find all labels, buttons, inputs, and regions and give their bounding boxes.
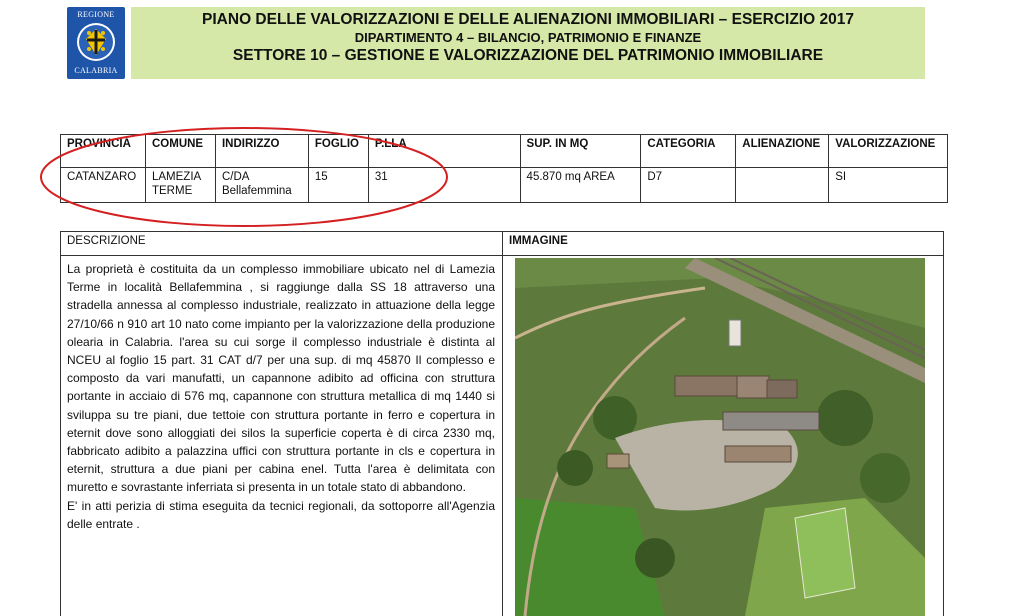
header-department: DIPARTIMENTO 4 – BILANCIO, PATRIMONIO E FINANZE: [354, 30, 702, 45]
header-cell: CATEGORIA: [641, 135, 736, 168]
table-cell: 45.870 mq AREA: [520, 168, 641, 203]
table-row: [61, 168, 948, 203]
table-cell: CATANZARO: [61, 168, 146, 203]
logo-bottom-text: CALABRIA: [74, 66, 118, 75]
table-cell: D7: [641, 168, 736, 203]
header-cell: SUP. IN MQ: [520, 135, 641, 168]
logo-top-text: REGIONE: [77, 10, 115, 19]
table-cell: 15: [308, 168, 368, 203]
table-header-row: [61, 135, 948, 168]
property-table: [60, 134, 948, 203]
table-cell: 31: [368, 168, 520, 203]
header-cell: ALIENAZIONE: [736, 135, 829, 168]
header-cell: PROVINCIA: [61, 135, 146, 168]
description-text: [67, 260, 495, 533]
aerial-photo-image: [515, 258, 925, 616]
header-divider: [61, 255, 943, 256]
header-cell: VALORIZZAZIONE: [829, 135, 948, 168]
description-header: DESCRIZIONE: [67, 235, 146, 247]
header-cell: FOGLIO: [308, 135, 368, 168]
crest-icon: [75, 21, 117, 63]
table-cell: [736, 168, 829, 203]
regione-calabria-logo: [67, 7, 125, 79]
header-cell: INDIRIZZO: [215, 135, 308, 168]
header-cell: COMUNE: [145, 135, 215, 168]
table-cell: C/DA Bellafemmina: [215, 168, 308, 203]
aerial-photo: [515, 258, 925, 616]
column-divider: [502, 232, 503, 616]
header-title: PIANO DELLE VALORIZZAZIONI E DELLE ALIENAZIONI IMMOBILIARI – ESERCIZIO 2017: [202, 11, 854, 28]
table-cell: SI: [829, 168, 948, 203]
document-header: [131, 7, 925, 79]
description-paragraph: E' in atti perizia di stima eseguita da tecnici regionali, da sottoporre all'Agenzia delle entrate .: [67, 498, 495, 531]
description-section: [60, 231, 944, 616]
header-cell: P.LLA: [368, 135, 520, 168]
table-cell: LAMEZIA TERME: [145, 168, 215, 203]
description-paragraph: La proprietà è costituita da un complesso immobiliare ubicato nel di Lamezia Terme in località Bellafemmina , si raggiunge dalla SS 18 attraverso una stradella annessa al complesso industriale, realizzato in attuazione della legge 27/10/66 n 910 art 10 nato come impianto per la valorizzazione della produzione olearia in Calabria. l'area su cui sorge il complesso industriale è distinta al NCEU al foglio 15 part. 31 CAT d/7 per una sup. di mq 45870 Il complesso e composto da vari manufatti, un capannone adibito ad officina con struttura portante in acciaio di 576 mq, capannone con struttura metallica di mq 1440 si sviluppa su tre piani, due tettoie con struttura portante in ferro e copertura in eternit dove sono alloggiati dei silos la superficie coperta è di circa 2330 mq, fabbricato adibito a palazzina uffici con struttura portante in cls e copertura in eternit, struttura a due piani per cabina enel. Tutta l'area è delimitata con muretto e sovrastante inferriata si presenta in un totale stato di abbandono.: [67, 262, 495, 495]
header-sector: SETTORE 10 – GESTIONE E VALORIZZAZIONE DEL PATRIMONIO IMMOBILIARE: [232, 47, 824, 64]
image-header: IMMAGINE: [509, 235, 568, 247]
